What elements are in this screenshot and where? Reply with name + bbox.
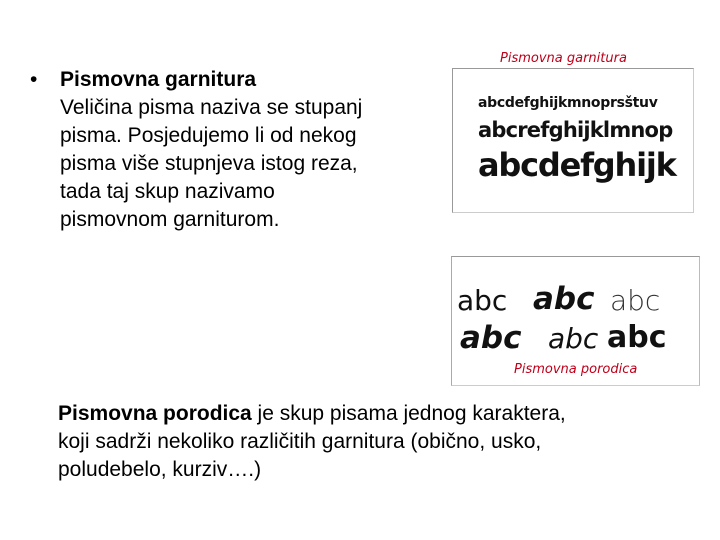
porodica-sample-light: abc	[610, 284, 661, 317]
bullet-marker: •	[30, 68, 38, 91]
paragraph-term: Pismovna porodica	[58, 402, 252, 425]
figure-caption-garnitura: Pismovna garnitura	[500, 51, 627, 66]
porodica-sample-heavy-italic: abc	[460, 320, 522, 356]
bullet-heading: Pismovna garnitura	[60, 68, 257, 91]
paragraph-line-rest: je skup pisama jednog karaktera,	[251, 402, 566, 425]
garnitura-sample-large: abcdefghijk	[478, 146, 676, 184]
garnitura-sample-medium: abcrefghijklmnop	[478, 118, 673, 142]
paragraph-line: koji sadrži nekoliko različitih garnitura (obično, usko,	[58, 430, 542, 453]
bullet-line: pisma više stupnjeva istog reza,	[60, 152, 358, 175]
bullet-body	[60, 94, 430, 234]
garnitura-sample-small: abcdefghijkmnoprsštuv	[478, 95, 658, 111]
paragraph-line: poludebelo, kurziv….)	[58, 458, 262, 481]
figure-caption-porodica: Pismovna porodica	[514, 362, 638, 377]
porodica-sample-regular: abc	[457, 284, 508, 317]
porodica-sample-bold-italic: abc	[533, 281, 595, 317]
bullet-line: pisma. Posjedujemo li od nekog	[60, 124, 357, 147]
bullet-heading-row	[30, 66, 430, 94]
paragraph-line	[58, 400, 698, 428]
bullet-line: tada taj skup nazivamo	[60, 180, 275, 203]
porodica-sample-bold: abc	[607, 320, 667, 355]
bullet-line: Veličina pisma naziva se stupanj	[60, 96, 363, 119]
definition-paragraph	[58, 400, 698, 484]
bullet-block	[30, 66, 430, 234]
porodica-sample-italic: abc	[548, 322, 599, 355]
bullet-line: pismovnom garniturom.	[60, 208, 280, 231]
